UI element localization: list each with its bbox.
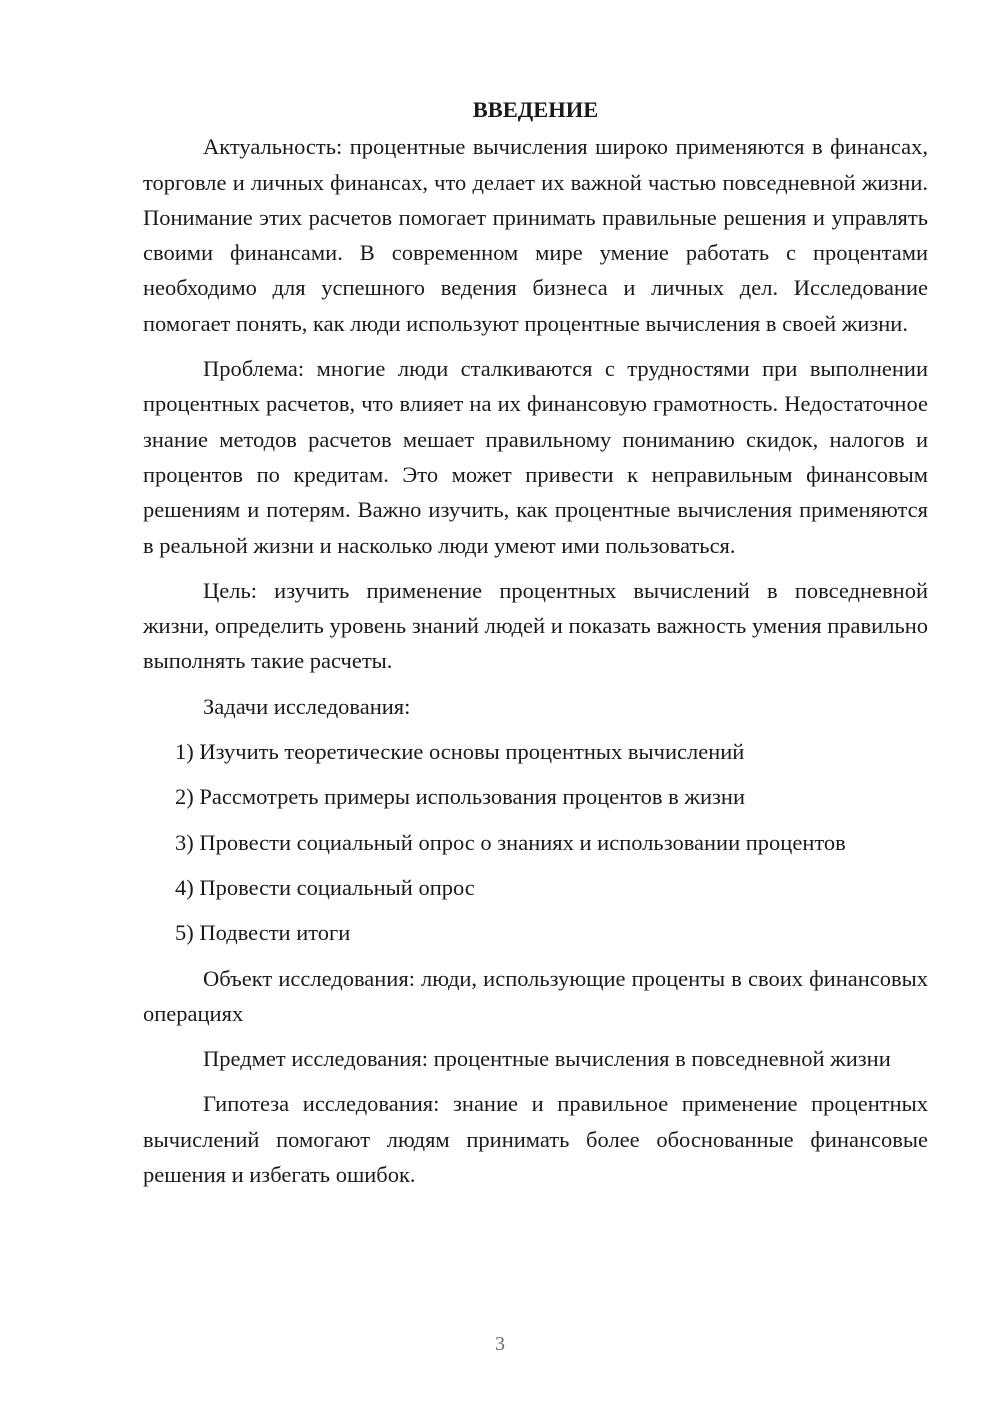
task-item: 4) Провести социальный опрос [175,874,475,900]
tasks-title: Задачи исследования: [203,693,411,719]
task-item: 5) Подвести итоги [175,920,351,946]
section-heading: ВВЕДЕНИЕ [472,97,599,122]
paragraph-problem: Проблема: многие люди сталкиваются с трудностями при выполнении процентных расчетов, что влияет на их финансовую грамотность. Недостаточное знание методов расчетов мешает правильному пониманию скидок, налогов и процентов по кредитам. Это может привести к неправильным финансовым решениям и потерям. Важно изучить, как процентные вычисления применяются в реальной жизни и насколько люди умеют ими пользоваться. [143,356,928,558]
task-item: 3) Провести социальный опрос о знаниях и использовании процентов [175,829,846,855]
paragraph-object: Объект исследования: люди, использующие проценты в своих финансовых операциях [143,965,928,1026]
task-item: 2) Рассмотреть примеры использования процентов в жизни [175,784,745,810]
paragraph-relevance: Актуальность: процентные вычисления широко применяются в финансах, торговле и личных финансах, что делает их важной частью повседневной жизни. Понимание этих расчетов помогает принимать правильные решения и управлять своими финансами. В современном мире умение работать с процентами необходимо для успешного ведения бизнеса и личных дел. Исследование помогает понять, как люди используют процентные вычисления в своей жизни. [143,134,928,336]
page-content [143,92,928,1202]
task-item: 1) Изучить теоретические основы процентных вычислений [175,739,745,765]
page-number: 3 [495,1333,505,1355]
paragraph-subject: Предмет исследования: процентные вычисления в повседневной жизни [203,1046,891,1072]
paragraph-hypothesis: Гипотеза исследования: знание и правильное применение процентных вычислений помогают людям принимать более обоснованные финансовые решения и избегать ошибок. [143,1091,928,1188]
paragraph-goal: Цель: изучить применение процентных вычислений в повседневной жизни, определить уровень знаний людей и показать важность умения правильно выполнять такие расчеты. [143,577,928,674]
